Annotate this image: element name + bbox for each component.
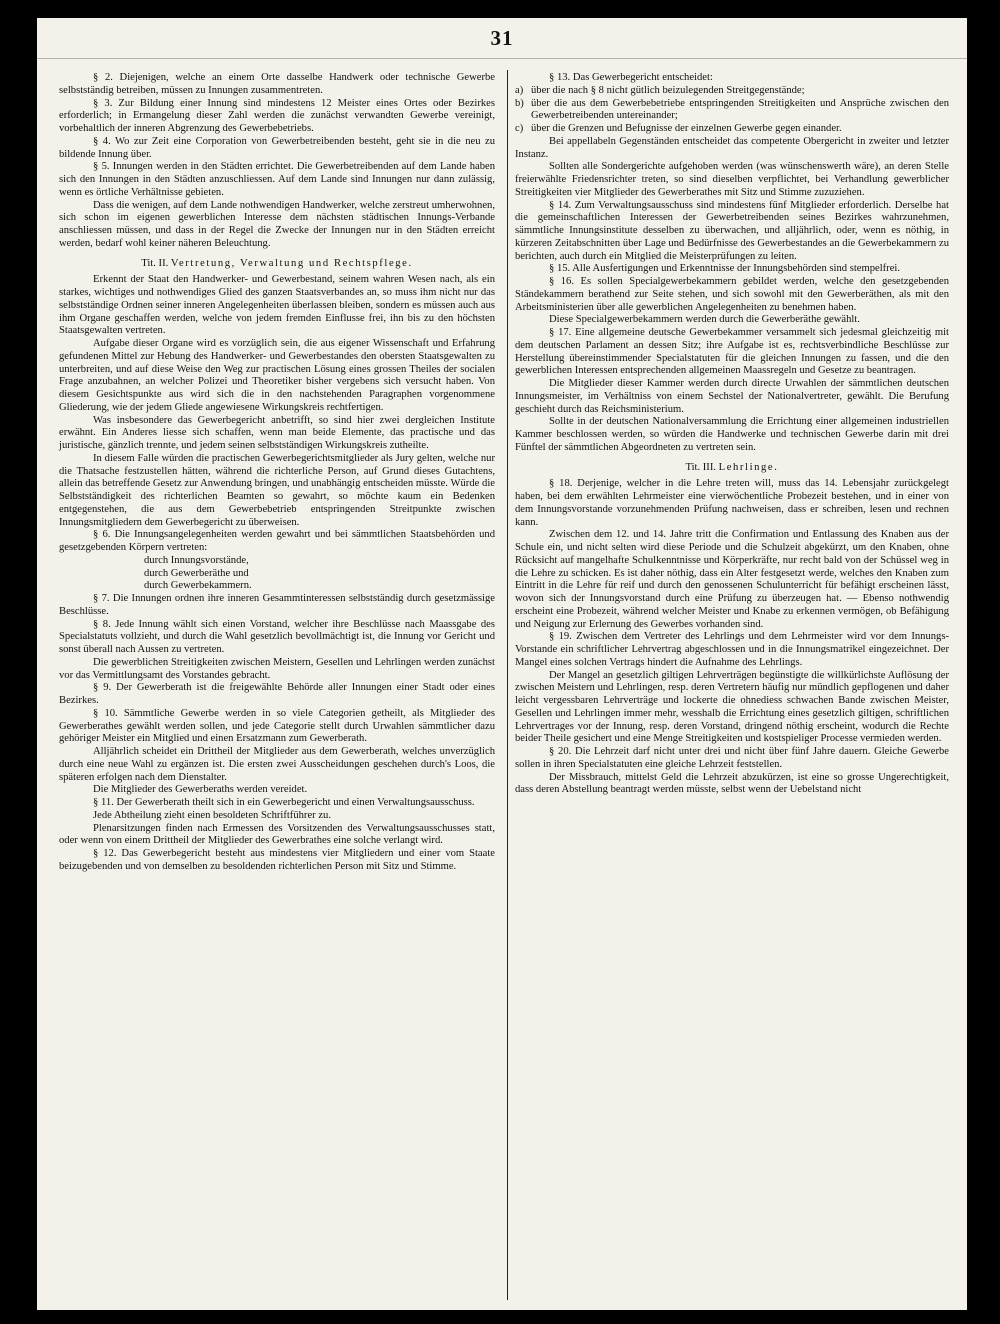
paragraph: § 6. Die Innungsangelegenheiten werden gewahrt und bei sämmtlichen Staatsbehörden und gesetzgebenden Körpern vertreten: (59, 529, 495, 553)
paragraph: Der Mangel an gesetzlich giltigen Lehrverträgen begünstigte die willkürlichste Auflösung der zwischen Meistern und Lehrlingen, resp. deren Vertretern häufig nur mündlich gepflogenen und daher leicht vergessbaren Lehrverträge und lockerte die ohnediess schwachen Bande zwischen Meister, Gesellen und Lehrlingen immer mehr, wesshalb die Errichtung eines gesetzlich giltigen, schriftlichen Lehrvertrages vor der Innung, resp. deren Vorstand, dringend nöthig erscheint, wodurch die Rechte beider Theile gesichert und eine Menge Streitigkeiten und kostspieliger Processe vermieden werden. (515, 669, 949, 745)
paragraph: Sollte in der deutschen Nationalversammlung die Errichtung einer allgemeinen industriellen Kammer beschlossen werden, so würden die Handwerke und technischen Gewerbe darin mit drei Fünftel der sämmtlichen Abgeordneten zu vertreten sein. (515, 416, 949, 453)
enumeration-line: durch Gewerbekammern. (144, 580, 252, 592)
paragraph: § 19. Zwischen dem Vertreter des Lehrlings und dem Lehrmeister wird vor dem Innungs-Vorstande ein schriftlicher Lehrvertrag abgeschlossen und in die Innungsmatrikel eingezeichnet. Der Mangel eines solchen Vertrags hindert die Aufnahme des Lehrlings. (515, 631, 949, 668)
list-item-text: über die Grenzen und Befugnisse der einzelnen Gewerbe gegen einander. (531, 123, 842, 134)
paragraph: Bei appellabeln Gegenständen entscheidet das competente Obergericht in zweiter und letzter Instanz. (515, 135, 949, 160)
paragraph: § 3. Zur Bildung einer Innung sind mindestens 12 Meister eines Ortes oder Bezirkes erforderlich; in Ermangelung dieser Zahl werden die zunächst verwandten Gewerbe vereinigt, vorbehaltlich der inneren Abgrenzung des Gewerbebetriebs. (59, 97, 495, 134)
paragraph: § 8. Jede Innung wählt sich einen Vorstand, welcher ihre Beschlüsse nach Maassgabe des Specialstatuts vollzieht, und durch die Wahl gesetzlich bevollmächtigt ist, die Innung vor Gericht und sonst überall nach Aussen zu vertreten. (59, 618, 495, 655)
list-item: c) über die Grenzen und Befugnisse der einzelnen Gewerbe gegen einander. (515, 123, 842, 134)
paragraph: § 10. Sämmtliche Gewerbe werden in so viele Categorien getheilt, als Mitglieder des Gewerberathes gewählt werden sollen, und jede Categorie stellt durch Urwahlen sämmtlicher dazu gehöriger Meister ein Mitglied und einen Ersatzmann zum Gewerberath. (59, 707, 495, 745)
paragraph: Die Mitglieder dieser Kammer werden durch directe Urwahlen der sämmtlichen deutschen Innungsmeister, im Verhältniss von einem Sechstel der Nationalvertreter, gewählt. Die Berufung geschieht durch das Reichsministerium. (515, 378, 949, 415)
header-rule (37, 58, 967, 59)
paragraph: Plenarsitzungen finden nach Ermessen des Vorsitzenden des Verwaltungsausschusses statt, oder wenn von einem Drittheil der Mitglieder des Gewerbrathes eine solche verlangt wird. (59, 822, 495, 847)
paragraph: Was insbesondere das Gewerbegericht anbetrifft, so sind hier zwei dergleichen Institute erwähnt. Ein Anderes liesse sich schaffen, wenn man beide Elemente, das practische und das juristische, gänzlich trennte, und jedem seinen selbstständigen Wirkungskreis zutheilte. (59, 414, 495, 451)
page-number: 31 (490, 26, 514, 50)
paragraph: § 12. Das Gewerbegericht besteht aus mindestens vier Mitgliedern und einer vom Staate beizugebenden und von demselben zu besoldenden richterlichen Person mit Sitz und Stimme. (59, 848, 495, 872)
paragraph: Dass die wenigen, auf dem Lande nothwendigen Handwerker, welche zerstreut umherwohnen, sich schon im eigenen gewerblichen Interesse dem nächsten städtischen Innungs-Verbande anschliessen müssen, und dass in der Regel die Zwecke der Innungen nur in den Städten erreicht werden, bedarf wohl keiner näheren Beleuchtung. (59, 199, 495, 249)
paragraph: § 11. Der Gewerberath theilt sich in ein Gewerbegericht und einen Verwaltungsausschuss. (93, 797, 475, 808)
list-item: b) über die aus dem Gewerbebetriebe entspringenden Streitigkeiten und Ansprüche zwischen den Gewerbetreibenden untereinander; (515, 97, 949, 122)
document-page (37, 18, 967, 1310)
section-title (59, 258, 495, 271)
paragraph: Jede Abtheilung zieht einen besoldeten Schriftführer zu. (93, 809, 331, 821)
paragraph: § 15. Alle Ausfertigungen und Erkenntnisse der Innungsbehörden sind stempelfrei. (549, 263, 900, 275)
paragraph: § 14. Zum Verwaltungsausschuss sind mindestens fünf Mitglieder erforderlich. Derselbe hat die gemeinschaftlichen Interessen der Gewerbetreibenden seines Bezirkes wahrzunehmen, sämmtliche Innungsinstitute desselben zu überwachen, und alljährlich, oder, wenn es nöthig, in kürzeren Zeitabschnitten über Lage und Bedürfnisse des Gewerbestandes an die Gewerbekammern zu berichten, auch durch ein Mitglied die Meisterprüfungen zu leiten. (515, 199, 949, 262)
paragraph: § 7. Die Innungen ordnen ihre inneren Gesammtinteressen selbstständig durch gesetzmässige Beschlüsse. (59, 593, 495, 617)
section-number: Tit. II. (141, 257, 169, 269)
paragraph: § 17. Eine allgemeine deutsche Gewerbekammer versammelt sich jedesmal gleichzeitig mit dem deutschen Parlament an dessen Sitz; ihre Aufgabe ist es, rechtsverbindliche Beschlüsse zur Herstellung übereinstimmender Specialstatuten für die gleichen Innungen zu fassen, und die den gewerblichen Interessen entsprechenden allgemeinen Maassregeln und Gesetze zu beantragen. (515, 327, 949, 377)
right-column (515, 72, 949, 797)
enumeration-line: durch Innungsvorstände, (144, 554, 249, 566)
paragraph: Aufgabe dieser Organe wird es vorzüglich sein, die aus eigener Wissenschaft und Erfahrung gefundenen Mittel zur Hebung des Handwerker- und Gewerbestandes den obersten Staatsgewalten zu unterbreiten, und auf diese Weise den Weg zur practischen Lösung eines grossen Theiles der socialen Frage anzubahnen, an welcher Polizei und Theoretiker bisher vergebens sich versucht haben. Von diesem Gesichtspunkte aus wird sich die in den nachstehenden Paragraphen vorgenommene Gliederung, wie der jedem Gliede angewiesene Wirkungskreis rechtfertigen. (59, 338, 495, 413)
paragraph: Die Mitglieder des Gewerberaths werden vereidet. (93, 784, 308, 796)
list-item-text: über die nach § 8 nicht gütlich beizulegenden Streitgegenstände; (531, 84, 805, 96)
enumeration-line: durch Gewerberäthe und (144, 567, 249, 579)
list-item: a) über die nach § 8 nicht gütlich beizulegenden Streitgegenstände; (515, 84, 805, 96)
paragraph: Sollten alle Sondergerichte aufgehoben werden (was wünschenswerth wäre), an deren Stelle freierwählte Friedensrichter treten, so sind dieselben verpflichtet, bei Verhandlung gewerblicher Streitigkeiten vier Mitglieder des Gewerberathes mit Sitz und Stimme zuzuziehen. (515, 161, 949, 198)
paragraph: Erkennt der Staat den Handwerker- und Gewerbestand, seinem wahren Wesen nach, als ein starkes, wichtiges und nothwendiges Glied des ganzen Staatsverbandes an, so muss ihm nicht nur das selbstständige Ordnen seiner inneren Angelegenheiten überlassen bleiben, sondern es müssen auch aus ihm Organe geschaffen werden, welche von jedem fremden Einflusse frei, ihn bis zu den höchsten Staatsgewalten vertreten. (59, 274, 495, 337)
paragraph: Zwischen dem 12. und 14. Jahre tritt die Confirmation und Entlassung des Knaben aus der Schule ein, und nicht selten wird diese Periode und die Schulzeit abgekürzt, um den Knaben, ohne Rücksicht auf mangelhafte Schulkenntnisse und Körperkräfte, nur recht bald von der Schüssel weg in die Lehre zu schicken. Es ist daher nöthig, dass ein Alter festgesetzt werde, welches den Knaben zum Eintritt in die Lehre für reif und durch den genossenen Schulunterricht für befähigt erscheinen lässt, wovon sich der Innungsvorstand durch eine Prüfung zu überzeugen hat. — Ebenso nothwendig erscheint eine Probezeit, während welcher Meister und Knabe zu erkennen vermögen, ob Befähigung und Neigung zur Erlernung des Gewerbes vorhanden sind. (515, 529, 949, 630)
paragraph: § 5. Innungen werden in den Städten errichtet. Die Gewerbetreibenden auf dem Lande haben sich den Innungen in den Städten anzuschliessen. Auf dem Lande sind Innungen nur dann zulässig, wenn es örtliche Verhältnisse gebieten. (59, 161, 495, 198)
paragraph: § 2. Diejenigen, welche an einem Orte dasselbe Handwerk oder technische Gewerbe selbstständig betreiben, müssen zu Innungen zusammentreten. (59, 72, 495, 96)
column-divider (507, 70, 508, 1300)
paragraph: Der Missbrauch, mittelst Geld die Lehrzeit abzukürzen, ist eine so grosse Ungerechtigkeit, dass deren Abstellung beantragt werden müsste, selbst wenn der Uebelstand nicht (515, 771, 949, 796)
section-title (515, 462, 949, 475)
list-item-text: über die aus dem Gewerbebetriebe entspringenden Streitigkeiten und Ansprüche zwischen den Gewerbetreibenden untereinander; (531, 97, 949, 122)
section-heading: Vertretung, Verwaltung und Rechtspflege. (170, 257, 413, 269)
paragraph: § 20. Die Lehrzeit darf nicht unter drei und nicht über fünf Jahre dauern. Gleiche Gewerbe sollen in ihren Specialstatuten eine gleiche Lehrzeit feststellen. (515, 746, 949, 770)
paragraph: Diese Specialgewerbekammern werden durch die Gewerberäthe gewählt. (549, 314, 860, 326)
paragraph: Die gewerblichen Streitigkeiten zwischen Meistern, Gesellen und Lehrlingen werden zunächst vor das Vermittlungsamt des Vorstandes gebracht. (59, 656, 495, 681)
section-number: Tit. III. (685, 461, 716, 473)
paragraph: § 9. Der Gewerberath ist die freigewählte Behörde aller Innungen einer Stadt oder eines Bezirkes. (59, 682, 495, 706)
paragraph: § 16. Es sollen Specialgewerbekammern gebildet werden, welche den gesetzgebenden Ständekammern berathend zur Seite stehen, und sich sowohl mit den Gewerberäthen, als mit den Arbeitsministerien über alle gewerblichen Angelegenheiten zu benehmen haben. (515, 276, 949, 313)
paragraph: § 18. Derjenige, welcher in die Lehre treten will, muss das 14. Lebensjahr zurückgelegt haben, bei dem erwählten Lehrmeister eine vierwöchentliche Probezeit bestehen, und in einer von dem Innungsvorstande vorzunehmenden Prüfung nachweisen, dass er schreiben, lesen und rechnen kann. (515, 478, 949, 528)
paragraph: § 4. Wo zur Zeit eine Corporation von Gewerbetreibenden besteht, geht sie in die neu zu bildende Innung über. (59, 135, 495, 160)
paragraph: § 13. Das Gewerbegericht entscheidet: (549, 72, 713, 83)
paragraph: In diesem Falle würden die practischen Gewerbegerichtsmitglieder als Jury gelten, welche nur die Thatsache festzustellen hätten, während die richterliche Person, auf Grund dieses Gutachtens, allein das betreffende Gesetz zur Anwendung bringen, und unabhängig entscheiden müsste. Würde die Selbstständigkeit des richterlichen Beamten so gewahrt, so möchte kaum ein Bedenken entgegenstehen, die aus dem Gewerbebetrieb entspringenden Streitpunkte zwischen Innungsmitgliedern dem Gewerbegericht zu überweisen. (59, 452, 495, 528)
paragraph: Alljährlich scheidet ein Drittheil der Mitglieder aus dem Gewerberath, welches unverzüglich durch eine neue Wahl zu ergänzen ist. Die ersten zwei Ausscheidungen geschehen durch's Loos, die späteren erfolgen nach dem Dienstalter. (59, 746, 495, 783)
section-heading: Lehrlinge. (718, 461, 779, 473)
left-column (59, 72, 495, 874)
